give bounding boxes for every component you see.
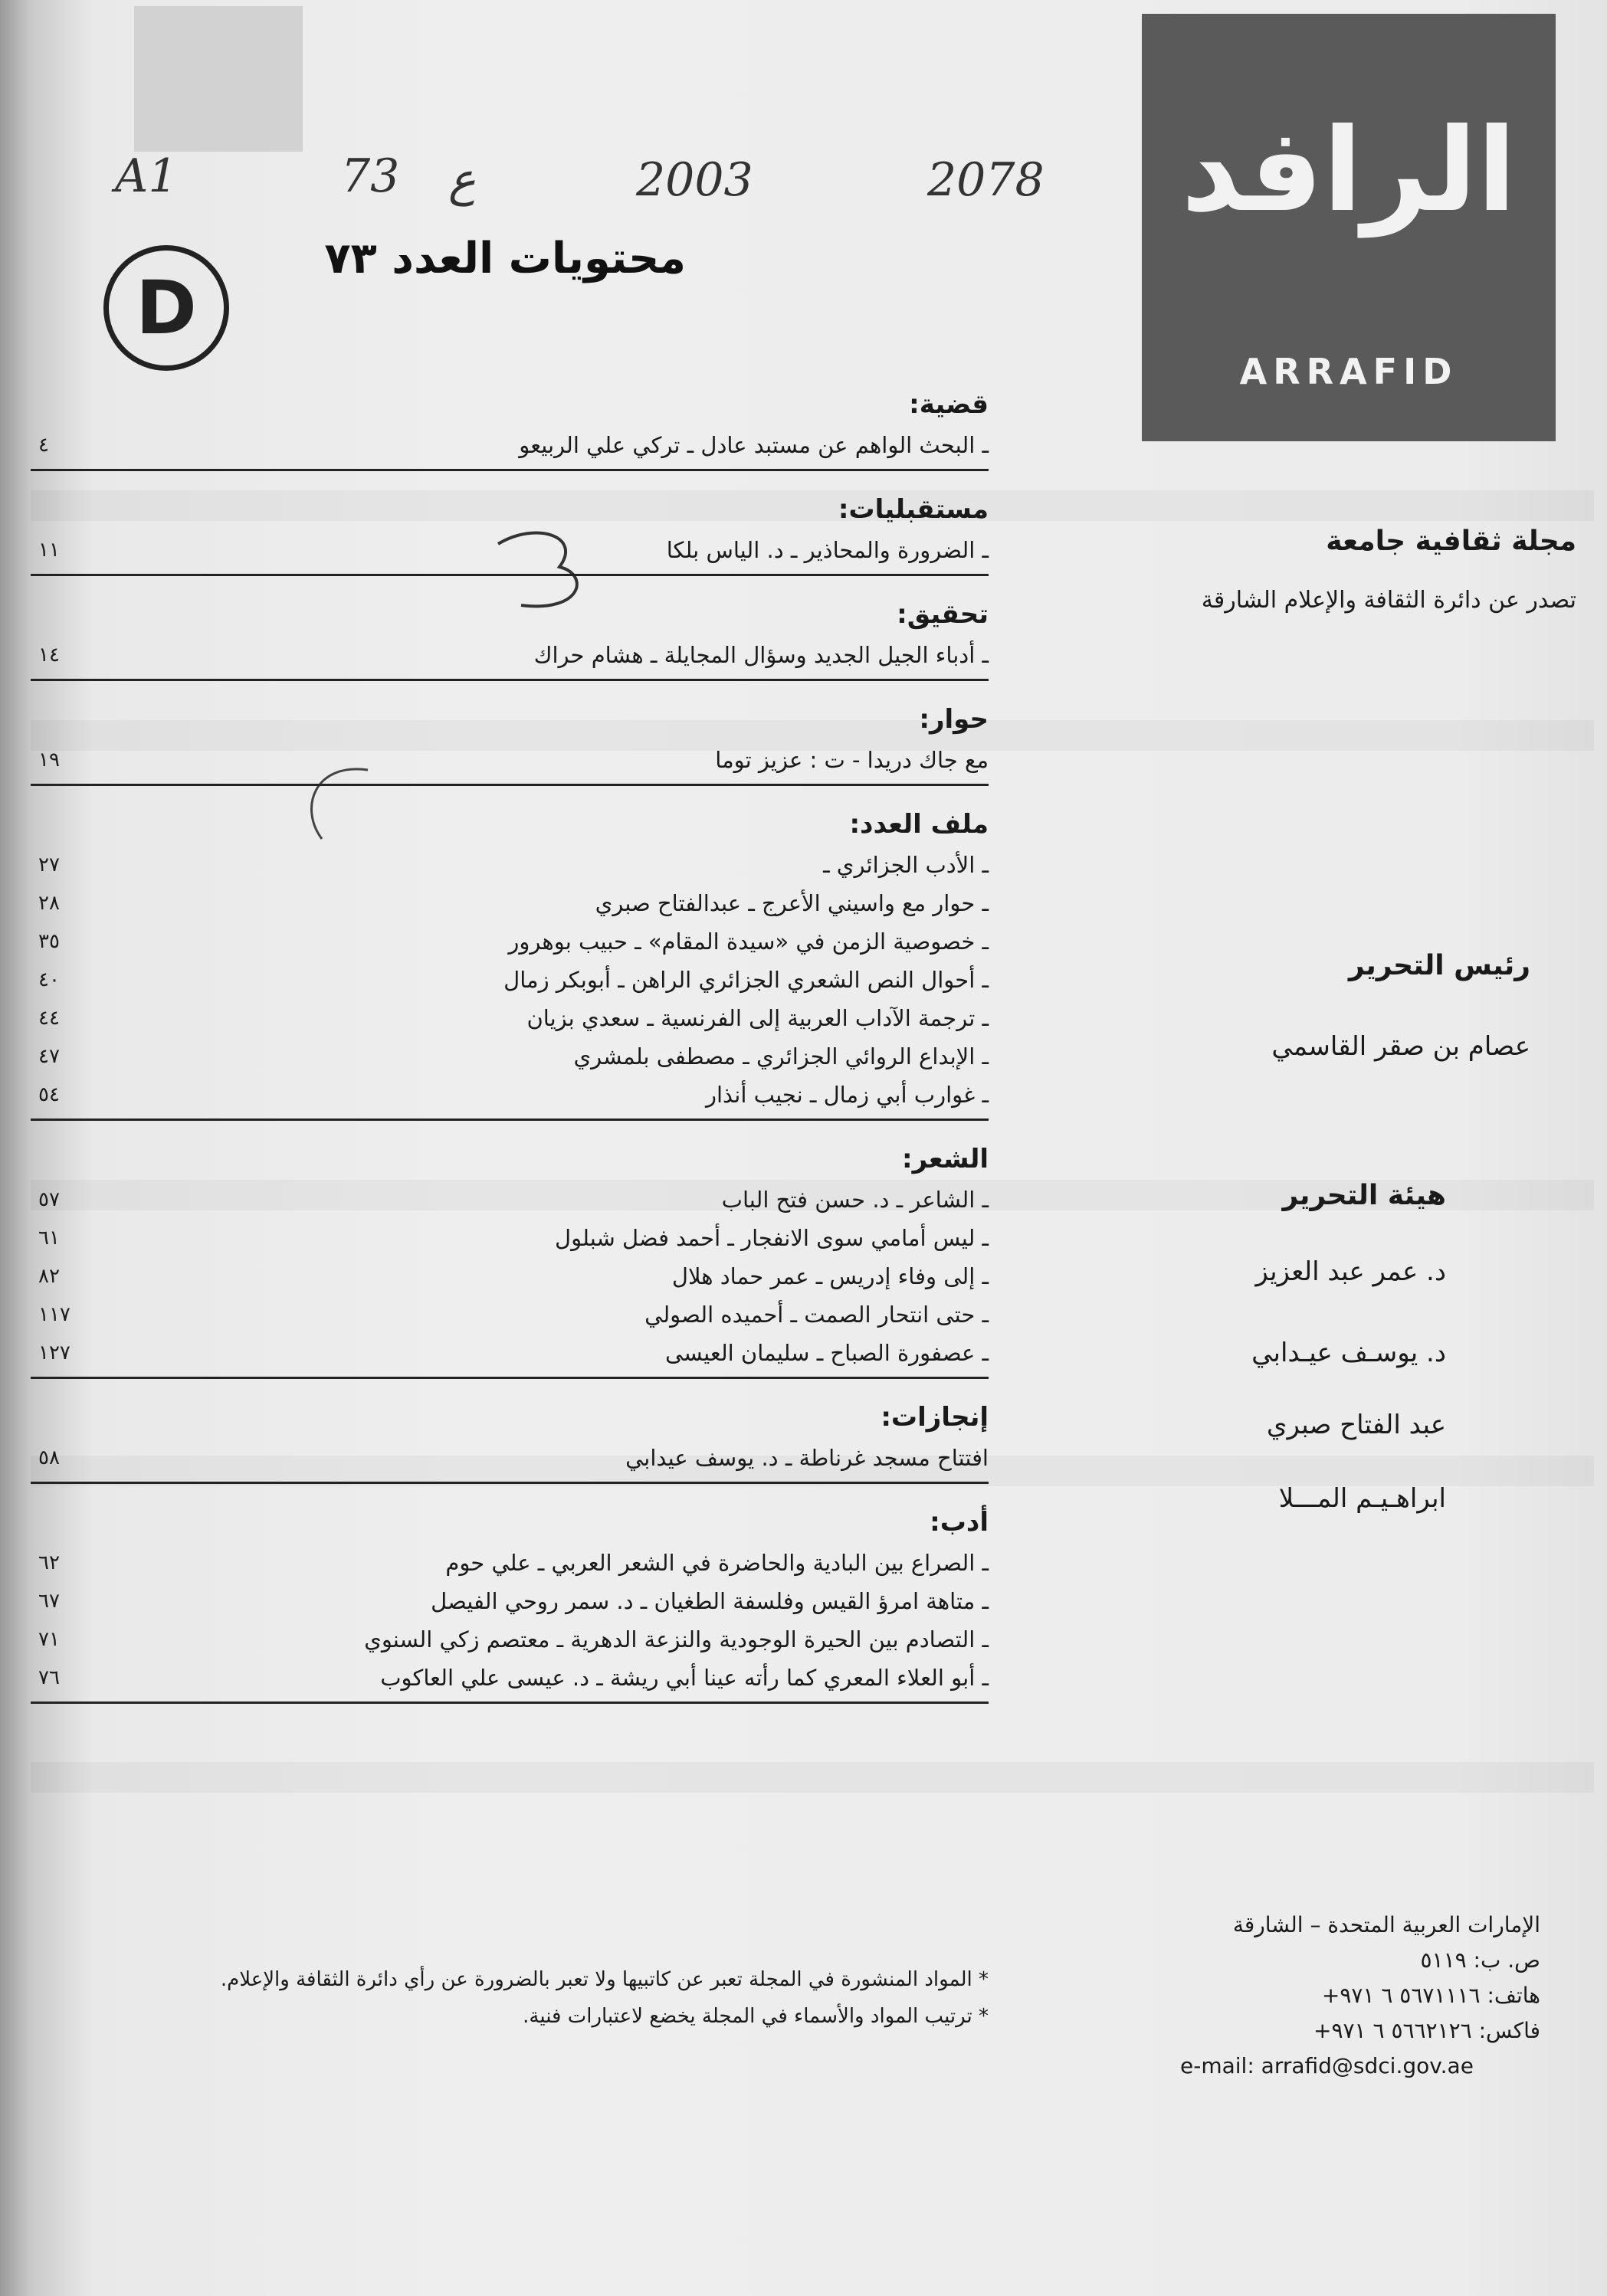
- section-heading: حوار:: [919, 704, 989, 735]
- toc-entry: ـ الصراع بين البادية والحاضرة في الشعر العربي ـ علي حوم: [445, 1550, 989, 1576]
- toc-row[interactable]: [31, 1295, 989, 1334]
- toc-entry: ـ عصفورة الصباح ـ سليمان العيسى: [665, 1340, 989, 1366]
- address-email[interactable]: e-mail: arrafid@sdci.gov.ae: [1180, 2053, 1474, 2078]
- toc-row[interactable]: [31, 846, 989, 884]
- section-divider: [31, 574, 989, 576]
- toc-entry: ـ حوار مع واسيني الأعرج ـ عبدالفتاح صبري: [595, 890, 989, 916]
- toc-row[interactable]: [31, 1620, 989, 1659]
- footnote: * المواد المنشورة في المجلة تعبر عن كاتبيها ولا تعبر بالضرورة عن رأي دائرة الثقافة والإعلام.: [220, 1968, 989, 1991]
- toc-entry: ـ البحث الواهم عن مستبد عادل ـ تركي علي الربيعو: [519, 432, 989, 458]
- handwritten-year: 2003: [636, 153, 753, 207]
- d-badge: [103, 245, 229, 371]
- toc-entry: ـ غوارب أبي زمال ـ نجيب أنذار: [706, 1082, 989, 1108]
- section-heading: قضية:: [909, 389, 989, 420]
- address-po-box: ص. ب: ٥١١٩: [1420, 1947, 1540, 1973]
- section-divider: [31, 784, 989, 786]
- page-number: ٦٧: [38, 1590, 60, 1613]
- toc-section: [31, 1138, 989, 1379]
- page-number: ٢٨: [38, 892, 60, 915]
- toc-row[interactable]: [31, 636, 989, 674]
- handwritten-number: 2078: [927, 153, 1045, 207]
- editor-in-chief-name: عصام بن صقر القاسمي: [1271, 1031, 1530, 1062]
- contact-address: [1180, 1908, 1540, 2084]
- section-divider: [31, 1482, 989, 1484]
- address-phone: هاتف: ٥٦٧١١١٦ ٦ ٩٧١+: [1321, 1983, 1540, 2008]
- footnotes: [153, 1961, 989, 2035]
- toc-section: [31, 698, 989, 786]
- magazine-tagline: مجلة ثقافية جامعة: [1326, 526, 1576, 557]
- board-member: ابراهـيـم المـــلا: [1278, 1483, 1446, 1514]
- toc-row[interactable]: [31, 884, 989, 922]
- toc-entry: ـ ترجمة الآداب العربية إلى الفرنسية ـ سعدي بزيان: [526, 1005, 989, 1031]
- toc-row[interactable]: [31, 1334, 989, 1372]
- toc-row[interactable]: [31, 1659, 989, 1697]
- toc-row[interactable]: [31, 1181, 989, 1219]
- page-number: ٣٥: [38, 930, 60, 953]
- toc-entry: ـ حتى انتحار الصمت ـ أحميده الصولي: [644, 1302, 989, 1328]
- handwritten-letter: ع: [448, 153, 476, 207]
- section-divider: [31, 679, 989, 681]
- toc-row[interactable]: [31, 1582, 989, 1620]
- section-heading: إنجازات:: [881, 1402, 989, 1433]
- handwritten-issue: 73: [341, 149, 400, 203]
- toc-entry: ـ أدباء الجيل الجديد وسؤال المجايلة ـ هشام حراك: [533, 642, 989, 668]
- page-number: ١٢٧: [38, 1341, 71, 1364]
- board-member: د. عمر عبد العزيز: [1255, 1256, 1446, 1287]
- toc-section: [31, 383, 989, 471]
- toc-section: [31, 593, 989, 681]
- page-number: ١١: [38, 539, 60, 562]
- page-number: ١٩: [38, 748, 60, 771]
- toc-row[interactable]: [31, 1544, 989, 1582]
- page-number: ٤٠: [38, 968, 60, 991]
- page-number: ١١٧: [38, 1303, 71, 1326]
- toc-row[interactable]: [31, 1257, 989, 1295]
- toc-entry: افتتاح مسجد غرناطة ـ د. يوسف عيدابي: [625, 1445, 989, 1471]
- page-number: ٥٧: [38, 1188, 60, 1211]
- section-heading: مستقبليات:: [838, 494, 989, 525]
- section-divider: [31, 1119, 989, 1121]
- toc-row[interactable]: [31, 741, 989, 779]
- toc-entry: ـ الضرورة والمحاذير ـ د. الياس بلكا: [666, 537, 989, 563]
- toc-row[interactable]: [31, 999, 989, 1037]
- address-country: الإمارات العربية المتحدة – الشارقة: [1232, 1912, 1540, 1937]
- toc-section: [31, 1396, 989, 1484]
- toc-row[interactable]: [31, 961, 989, 999]
- section-divider: [31, 1702, 989, 1704]
- section-divider: [31, 469, 989, 471]
- toc-row[interactable]: [31, 1219, 989, 1257]
- toc-entry: مع جاك دريدا - ت : عزيز توما: [715, 747, 989, 773]
- toc-section: [31, 803, 989, 1121]
- d-badge-letter: D: [136, 265, 197, 351]
- board-member: د. يوسـف عيـدابي: [1251, 1338, 1446, 1368]
- toc-entry: ـ الشاعر ـ د. حسن فتح الباب: [721, 1187, 989, 1213]
- handwritten-code: A1: [115, 149, 178, 203]
- section-heading: أدب:: [930, 1507, 989, 1538]
- toc-entry: ـ التصادم بين الحيرة الوجودية والنزعة الدهرية ـ معتصم زكي السنوي: [364, 1626, 989, 1652]
- toc-row[interactable]: [31, 922, 989, 961]
- editor-in-chief-label: رئيس التحرير: [1348, 950, 1530, 981]
- page-number: ٧٦: [38, 1666, 60, 1689]
- footnote: * ترتيب المواد والأسماء في المجلة يخضع لاعتبارات فنية.: [523, 2005, 989, 2028]
- section-heading: ملف العدد:: [849, 809, 989, 840]
- toc-entry: ـ الإبداع الروائي الجزائري ـ مصطفى بلمشري: [573, 1043, 989, 1069]
- magazine-logo: [1142, 14, 1556, 441]
- magazine-publisher: تصدر عن دائرة الثقافة والإعلام الشارقة: [1201, 587, 1576, 614]
- toc-row[interactable]: [31, 1037, 989, 1076]
- toc-entry: ـ إلى وفاء إدريس ـ عمر حماد هلال: [671, 1263, 989, 1289]
- toc-entry: ـ الأدب الجزائري ـ: [823, 852, 989, 878]
- page-number: ٢٧: [38, 853, 60, 876]
- toc-entry: ـ ليس أمامي سوى الانفجار ـ أحمد فضل شبلول: [555, 1225, 989, 1251]
- page-number: ٥٨: [38, 1446, 60, 1469]
- board-member: عبد الفتاح صبري: [1266, 1410, 1446, 1440]
- editorial-board-label: هيئة التحرير: [1282, 1180, 1446, 1211]
- bleed-through-band: [31, 1762, 1594, 1793]
- toc-row[interactable]: [31, 531, 989, 569]
- page-number: ٦١: [38, 1227, 60, 1250]
- section-heading: الشعر:: [902, 1144, 989, 1174]
- address-fax: فاكس: ٥٦٦٢١٢٦ ٦ ٩٧١+: [1313, 2018, 1540, 2043]
- section-divider: [31, 1377, 989, 1379]
- toc-section: [31, 488, 989, 576]
- toc-row[interactable]: [31, 1076, 989, 1114]
- toc-section: [31, 1501, 989, 1704]
- toc-row[interactable]: [31, 426, 989, 464]
- toc-entry: ـ متاهة امرؤ القيس وفلسفة الطغيان ـ د. سمر روحي الفيصل: [431, 1588, 989, 1614]
- toc-entry: ـ أحوال النص الشعري الجزائري الراهن ـ أبوبكر زمال: [503, 967, 989, 993]
- toc-entry: ـ أبو العلاء المعري كما رأته عينا أبي ريشة ـ د. عيسى علي العاكوب: [380, 1665, 989, 1691]
- page-number: ٤٧: [38, 1045, 60, 1068]
- page-number: ٧١: [38, 1628, 60, 1651]
- page-number: ٦٢: [38, 1551, 60, 1574]
- logo-arabic: الرافد: [1181, 104, 1517, 237]
- logo-english: ARRAFID: [1239, 351, 1458, 392]
- table-of-contents: [31, 383, 989, 1721]
- page-number: ٤٤: [38, 1007, 60, 1030]
- page-number: ١٤: [38, 644, 60, 667]
- page-number: ٥٤: [38, 1083, 60, 1106]
- toc-title: محتويات العدد ٧٣: [324, 234, 686, 283]
- page-number: ٤: [38, 434, 49, 457]
- toc-row[interactable]: [31, 1439, 989, 1477]
- page-number: ٨٢: [38, 1265, 60, 1288]
- section-heading: تحقيق:: [897, 599, 989, 630]
- bleed-through-logo: [134, 6, 303, 152]
- toc-entry: ـ خصوصية الزمن في «سيدة المقام» ـ حبيب بوهرور: [508, 929, 989, 955]
